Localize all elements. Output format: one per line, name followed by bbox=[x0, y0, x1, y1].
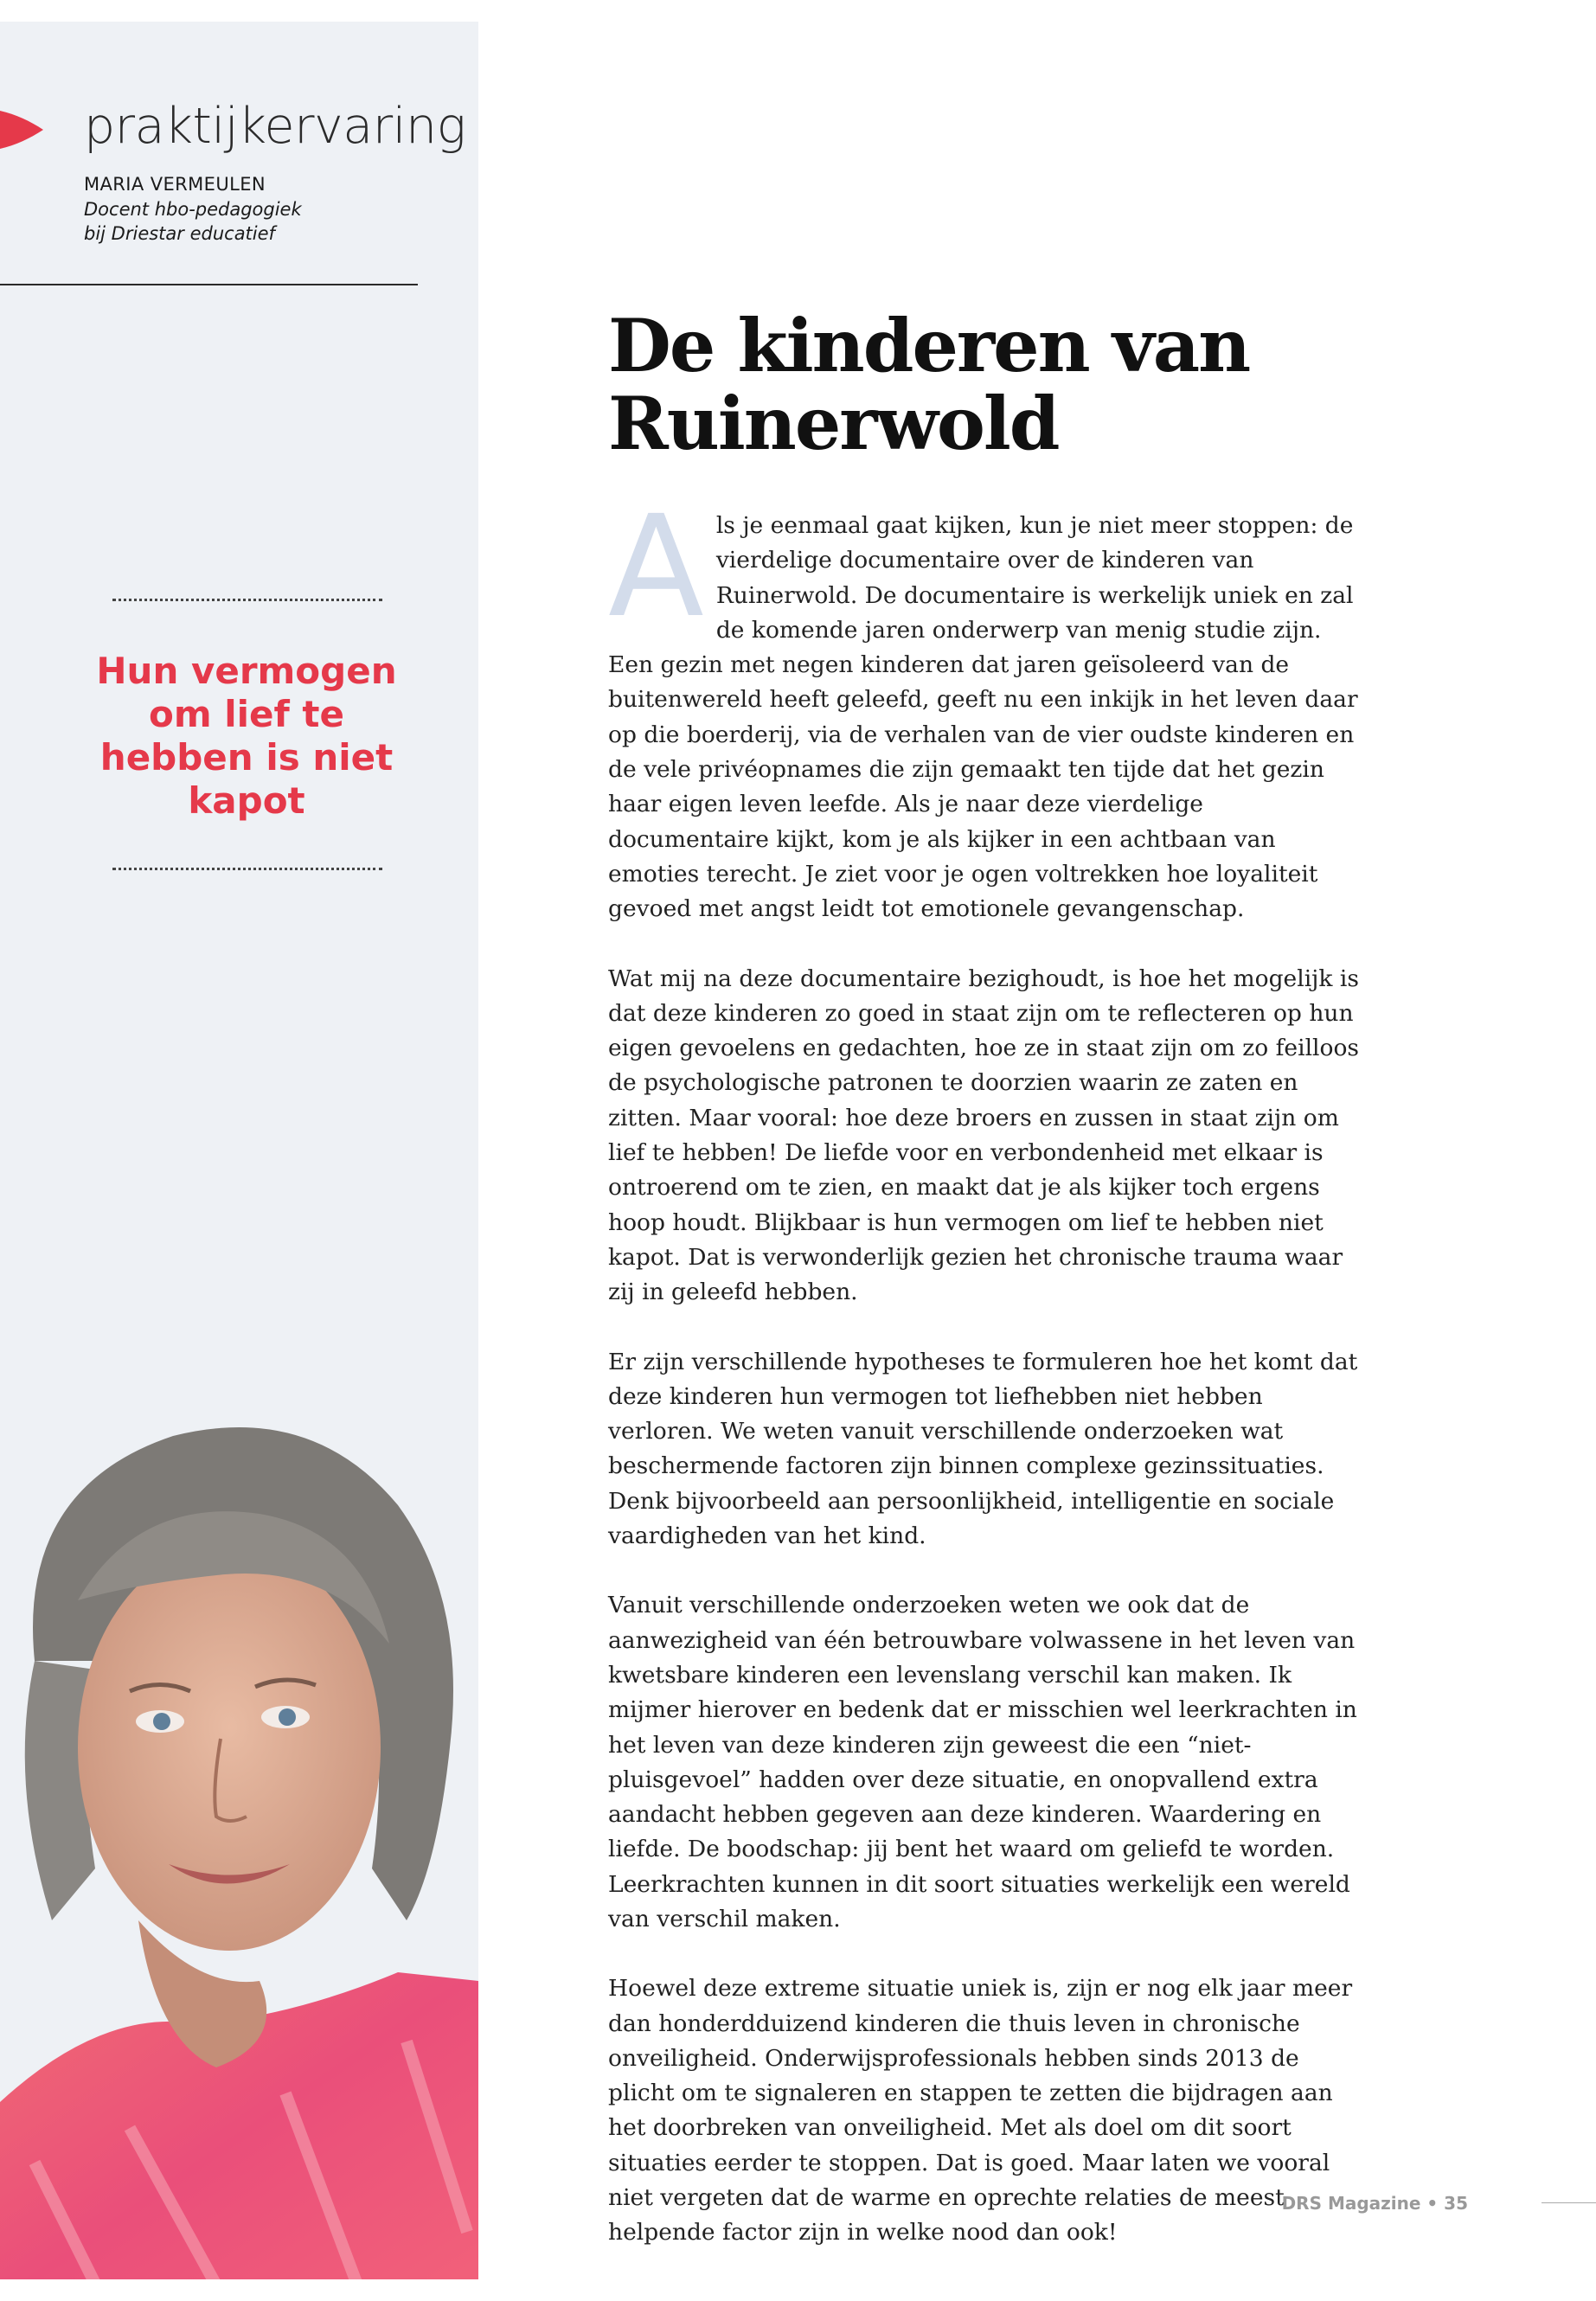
article-paragraph bbox=[608, 486, 1365, 927]
paragraph-text: ls je eenmaal gaat kijken, kun je niet meer stoppen: de vierdelige documentaire over de kinderen van Ruinerwold. De documentaire is werkelijk uniek en zal de komende jaren onderwerp van menig studie zijn. Een gezin met negen kinderen dat jaren geïsoleerd van de buitenwereld heeft geleefd, geeft nu een inkijk in het leven daar op die boerderij, via de verhalen van de vier oudste kinderen en de vele privéopnames die zijn gemaakt ten tijde dat het gezin haar eigen leven leefde. Als je naar deze vierdelige documentaire kijkt, kom je als kijker in een achtbaan van emoties terecht. Je ziet voor je ogen voltrekken hoe loyaliteit gevoed met angst leidt tot emotionele gevangenschap. bbox=[608, 512, 1358, 923]
author-portrait bbox=[0, 1384, 478, 2279]
author-role-line: Docent hbo-pedagogiek bbox=[84, 199, 302, 220]
article-title-line: Ruinerwold bbox=[608, 381, 1059, 466]
footer-page-label: DRS Magazine • 35 bbox=[1281, 2193, 1468, 2214]
article-paragraph: Wat mij na deze documentaire bezighoudt, is hoe het mogelijk is dat deze kinderen zo goed in staat zijn om te reflecteren op hun eigen gevoelens en gedachten, hoe ze in staat zijn om zo feilloos de psychologische patronen te doorzien waarin ze zaten en zitten. Maar vooral: hoe deze broers en zussen in staat zijn om lief te hebben! De liefde voor en verbondenheid met elkaar is ontroerend om te zien, en maakt dat je als kijker toch ergens hoop houdt. Blijkbaar is hun vermogen om lief te hebben niet kapot. Dat is verwonderlijk gezien het chronische trauma waar zij in geleefd hebben. bbox=[608, 965, 1360, 1306]
article-title-line: De kinderen van bbox=[608, 303, 1250, 388]
footer-rule bbox=[1542, 2202, 1596, 2203]
article-paragraph: Er zijn verschillende hypotheses te formuleren hoe het komt dat deze kinderen hun vermogen tot liefhebben niet hebben verloren. We weten vanuit verschillende onderzoeken wat beschermende factoren zijn binnen complexe gezinssituaties. Denk bijvoorbeeld aan persoonlijkheid, intelligentie en sociale vaardigheden van het kind. bbox=[608, 1348, 1358, 1550]
author-divider bbox=[0, 284, 418, 285]
author-role-line: bij Driestar educatief bbox=[84, 223, 275, 244]
article-title bbox=[608, 303, 1387, 466]
author-name: MARIA VERMEULEN bbox=[84, 174, 266, 195]
red-semicircle-marker-icon bbox=[0, 104, 45, 156]
pullquote-top-divider bbox=[112, 599, 382, 601]
section-title: praktijkervaring bbox=[84, 98, 466, 155]
sidebar bbox=[0, 22, 478, 2279]
author-role bbox=[84, 197, 343, 246]
article-paragraph: Vanuit verschillende onderzoeken weten we ook dat de aanwezigheid van één betrouwbare volwassene in het leven van kwetsbare kinderen een levenslang verschil kan maken. Ik mijmer hierover en bedenk dat er misschien wel leerkrachten in het leven van deze kinderen zijn geweest die een “niet-pluisgevoel” hadden over deze situatie, en onopvallend extra aandacht hebben gegeven aan deze kinderen. Waardering en liefde. De boodschap: jij bent het waard om geliefd te worden. Leerkrachten kunnen in dit soort situaties werkelijk een wereld van verschil maken. bbox=[608, 1592, 1357, 1932]
drop-cap: A bbox=[608, 486, 704, 649]
article-paragraph: Hoewel deze extreme situatie uniek is, zijn er nog elk jaar meer dan honderdduizend kinderen die thuis leven in chronische onveiligheid. Onderwijsprofessionals hebben sinds 2013 de plicht om te signaleren en stappen te zetten die bijdragen aan het doorbreken van onveiligheid. Met als doel om dit soort situaties eerder te stoppen. Dat is goed. Maar laten we vooral niet vergeten dat de warme en oprechte relaties de meest helpende factor zijn in welke nood dan ook! bbox=[608, 1975, 1353, 2247]
pullquote-bottom-divider bbox=[112, 868, 382, 870]
pullquote: Hun vermogen om lief te hebben is niet kapot bbox=[96, 650, 397, 822]
article-body bbox=[608, 486, 1365, 2285]
